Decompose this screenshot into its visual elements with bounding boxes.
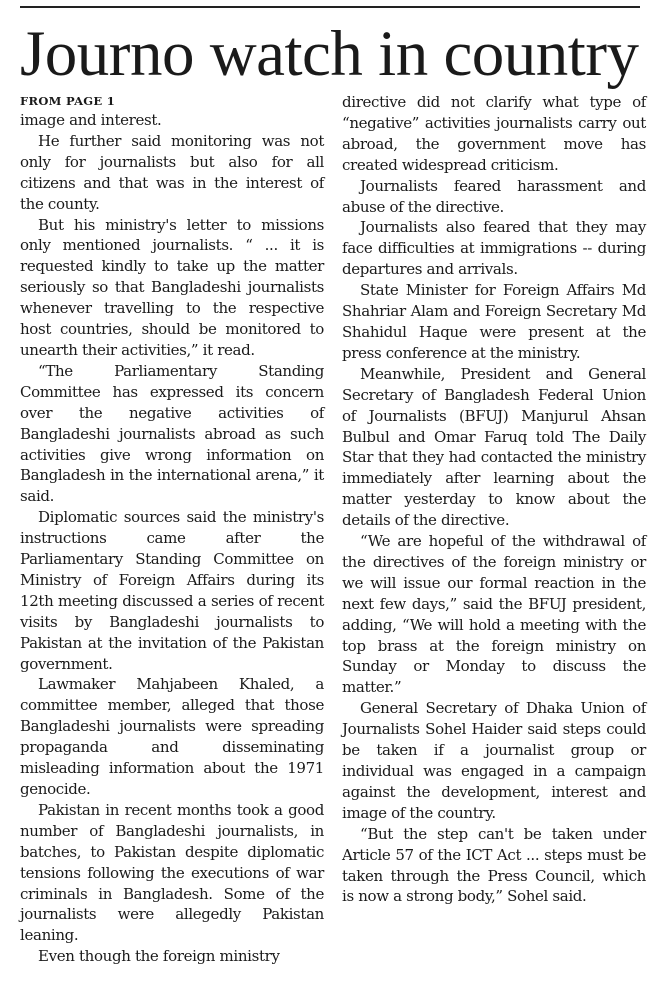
paragraph: Diplomatic sources said the ministry's instructions came after the Parliamentary Standing Committee on Ministry of Foreign Affairs during its 12th meeting discussed a series of recent visits by Bangladeshi journalists to Pakistan at the invitation of the Pakistan government. [20, 508, 324, 673]
paragraph: image and interest. [20, 111, 162, 129]
paragraph: directive did not clarify what type of “negative” activities journalists carry out abroad, the government move has created widespread criticism. [342, 93, 646, 174]
paragraph: General Secretary of Dhaka Union of Journalists Sohel Haider said steps could be taken if a journalist group or individual was engaged in a campaign against the development, interest and image of the country. [342, 699, 646, 822]
paragraph: “The Parliamentary Standing Committee has expressed its concern over the negative activities of Bangladeshi journalists abroad as such activities give wrong information on Bangladesh in the international arena,” it said. [20, 361, 324, 506]
paragraph: He further said monitoring was not only for journalists but also for all citizens and that was in the interest of the county. [20, 131, 324, 213]
paragraph: Journalists feared harassment and abuse of the directive. [342, 176, 646, 216]
headline: Journo watch in country [20, 18, 639, 90]
paragraph: “We are hopeful of the withdrawal of the directives of the foreign ministry or we will issue our formal reaction in the next few days,” said the BFUJ president, adding, “We will hold a meeting with the top brass at the foreign ministry on Sunday or Monday to discuss the matter.” [342, 532, 646, 697]
paragraph: State Minister for Foreign Affairs Md Shahriar Alam and Foreign Secretary Md Shahidul Haque were present at the press conference at the ministry. [342, 281, 646, 362]
paragraph: Lawmaker Mahjabeen Khaled, a committee member, alleged that those Bangladeshi journalists were spreading propaganda and disseminating misleading information about the 1971 genocide. [20, 675, 324, 798]
left-column [20, 92, 324, 967]
paragraph: “But the step can't be taken under Article 57 of the ICT Act ... steps must be taken through the Press Council, which is now a strong body,” Sohel said. [342, 824, 646, 906]
top-rule [20, 6, 640, 8]
right-column [342, 92, 646, 907]
paragraph: Journalists also feared that they may face difficulties at immigrations -- during departures and arrivals. [342, 218, 646, 279]
paragraph: Meanwhile, President and General Secretary of Bangladesh Federal Union of Journalists (BFUJ) Manjurul Ahsan Bulbul and Omar Faruq told The Daily Star that they had contacted the ministry immediately after learning about the matter yesterday to know about the details of the directive. [342, 364, 646, 530]
paragraph: But his ministry's letter to missions only mentioned journalists. “ ... it is requested kindly to take up the matter seriously so that Bangladeshi journalists whenever travelling to the respective host countries, should be monitored to unearth their activities,” it read. [20, 215, 324, 359]
jump-line: FROM PAGE 1 [20, 94, 116, 108]
paragraph: Pakistan in recent months took a good number of Bangladeshi journalists, in batches, to Pakistan despite diplomatic tensions following the executions of war criminals in Bangladesh. Some of the journalists were allegedly Pakistan leaning. [20, 800, 324, 945]
paragraph: Even though the foreign ministry [38, 947, 280, 966]
